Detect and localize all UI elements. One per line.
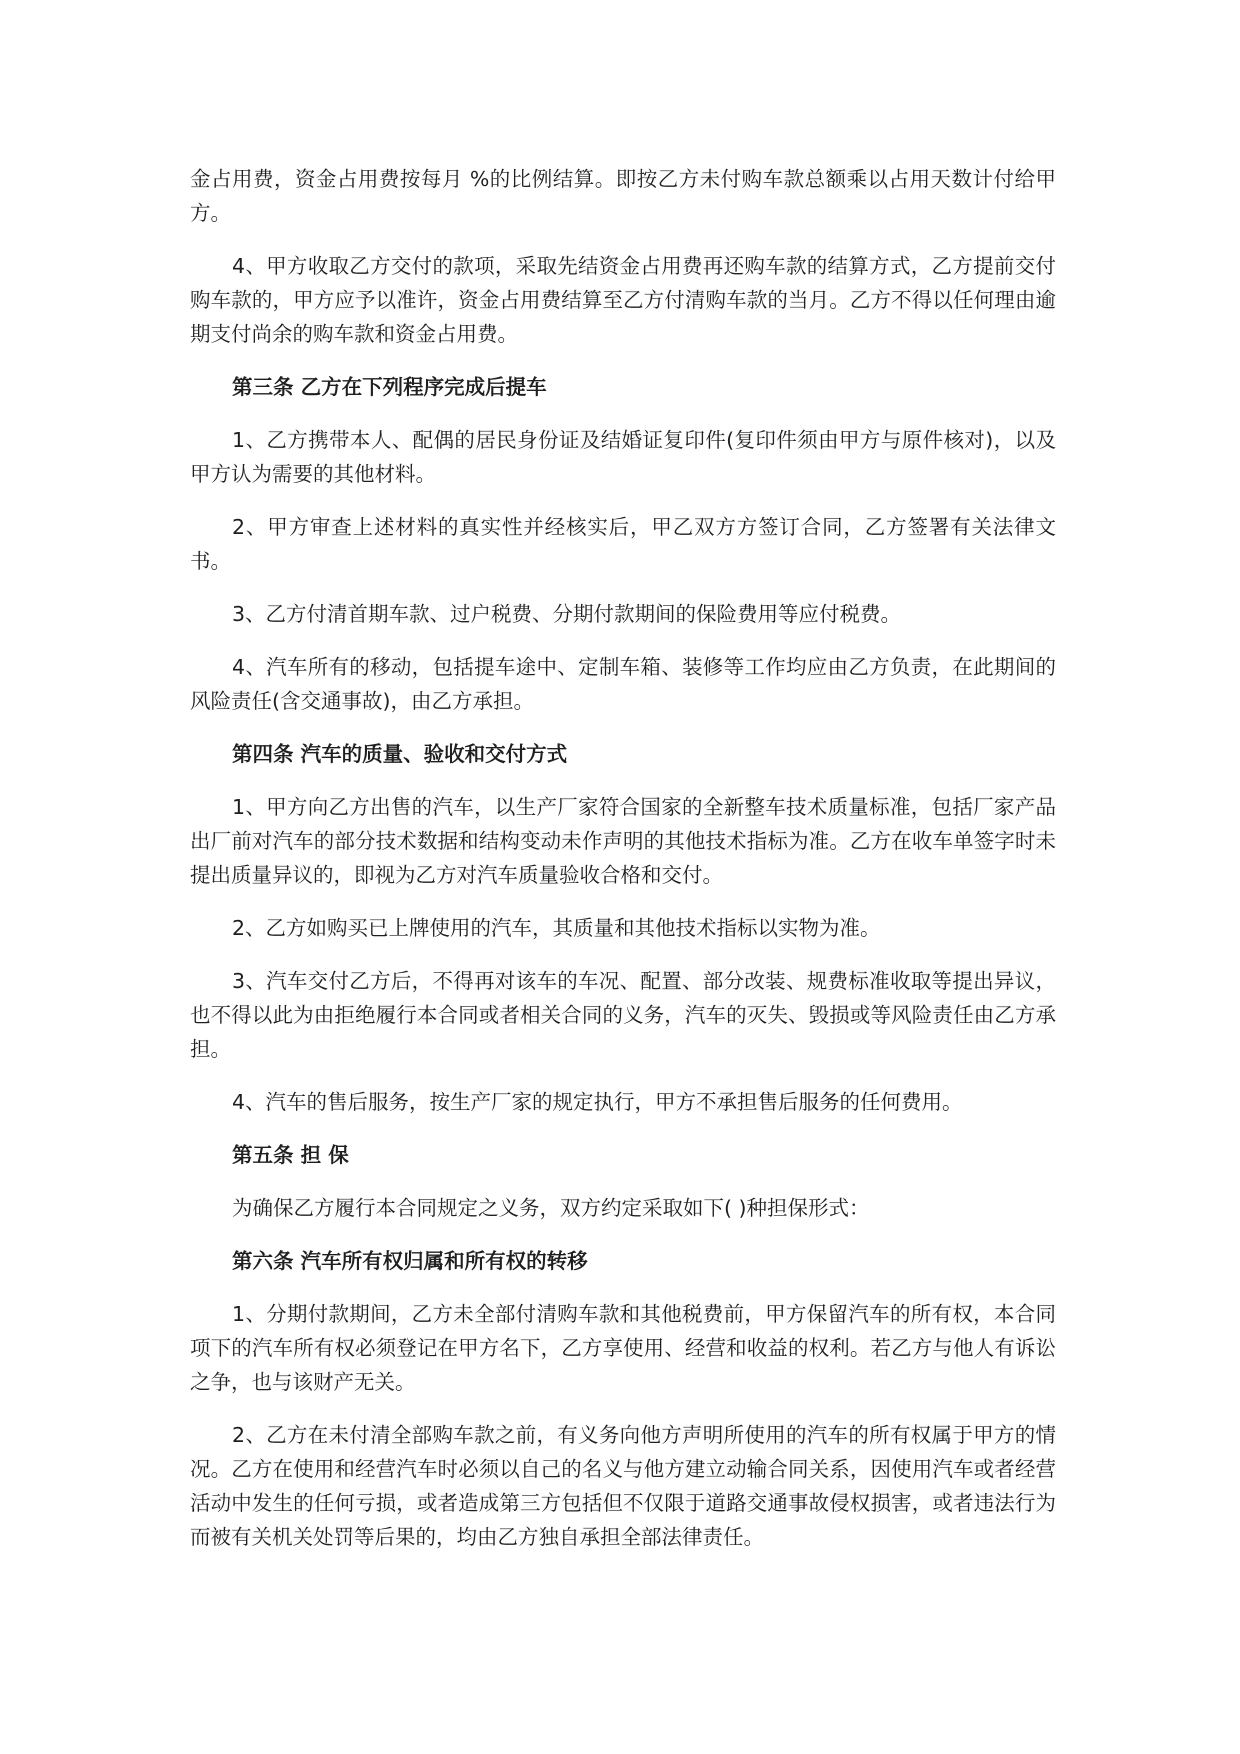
paragraph: 2、乙方在未付清全部购车款之前，有义务向他方声明所使用的汽车的所有权属于甲方的情况。乙方在使用和经营汽车时必须以自己的名义与他方建立动输合同关系，因使用汽车或者经营活动中发生的任何亏损，或者造成第三方包括但不仅限于道路交通事故侵权损害，或者违法行为而被有关机关处罚等后果的，均由乙方独自承担全部法律责任。 — [190, 1423, 1056, 1549]
section-heading: 第四条 汽车的质量、验收和交付方式 — [232, 742, 568, 766]
paragraph: 为确保乙方履行本合同规定之义务，双方约定采取如下( )种担保形式： — [232, 1196, 870, 1220]
paragraph: 4、甲方收取乙方交付的款项，采取先结资金占用费再还购车款的结算方式，乙方提前交付购车款的，甲方应予以准许，资金占用费结算至乙方付清购车款的当月。乙方不得以任何理由逾期支付尚余的购车款和资金占用费。 — [190, 254, 1056, 346]
paragraph: 2、乙方如购买已上牌使用的汽车，其质量和其他技术指标以实物为准。 — [232, 916, 881, 940]
paragraph: 2、甲方审查上述材料的真实性并经核实后，甲乙双方方签订合同，乙方签署有关法律文书。 — [190, 515, 1056, 573]
section-heading: 第五条 担 保 — [232, 1143, 349, 1167]
section-heading: 第六条 汽车所有权归属和所有权的转移 — [232, 1249, 588, 1273]
paragraph: 3、汽车交付乙方后，不得再对该车的车况、配置、部分改装、规费标准收取等提出异议，也不得以此为由拒绝履行本合同或者相关合同的义务，汽车的灭失、毁损或等风险责任由乙方承担。 — [190, 969, 1056, 1061]
paragraph: 3、乙方付清首期车款、过户税费、分期付款期间的保险费用等应付税费。 — [232, 602, 902, 626]
section-heading: 第三条 乙方在下列程序完成后提车 — [232, 375, 547, 399]
paragraph: 4、汽车的售后服务，按生产厂家的规定执行，甲方不承担售后服务的任何费用。 — [232, 1090, 963, 1114]
paragraph: 1、分期付款期间，乙方未全部付清购车款和其他税费前，甲方保留汽车的所有权，本合同项下的汽车所有权必须登记在甲方名下，乙方享使用、经营和收益的权利。若乙方与他人有诉讼之争，也与该财产无关。 — [190, 1302, 1056, 1394]
paragraph: 1、甲方向乙方出售的汽车，以生产厂家符合国家的全新整车技术质量标准，包括厂家产品出厂前对汽车的部分技术数据和结构变动未作声明的其他技术指标为准。乙方在收车单签字时未提出质量异议的，即视为乙方对汽车质量验收合格和交付。 — [190, 795, 1056, 887]
paragraph: 1、乙方携带本人、配偶的居民身份证及结婚证复印件(复印件须由甲方与原件核对)，以及甲方认为需要的其他材料。 — [190, 428, 1056, 486]
document-page — [190, 162, 1056, 1573]
paragraph: 金占用费，资金占用费按每月 %的比例结算。即按乙方未付购车款总额乘以占用天数计付给甲方。 — [190, 167, 1056, 225]
paragraph: 4、汽车所有的移动，包括提车途中、定制车箱、装修等工作均应由乙方负责，在此期间的风险责任(含交通事故)，由乙方承担。 — [190, 655, 1056, 713]
